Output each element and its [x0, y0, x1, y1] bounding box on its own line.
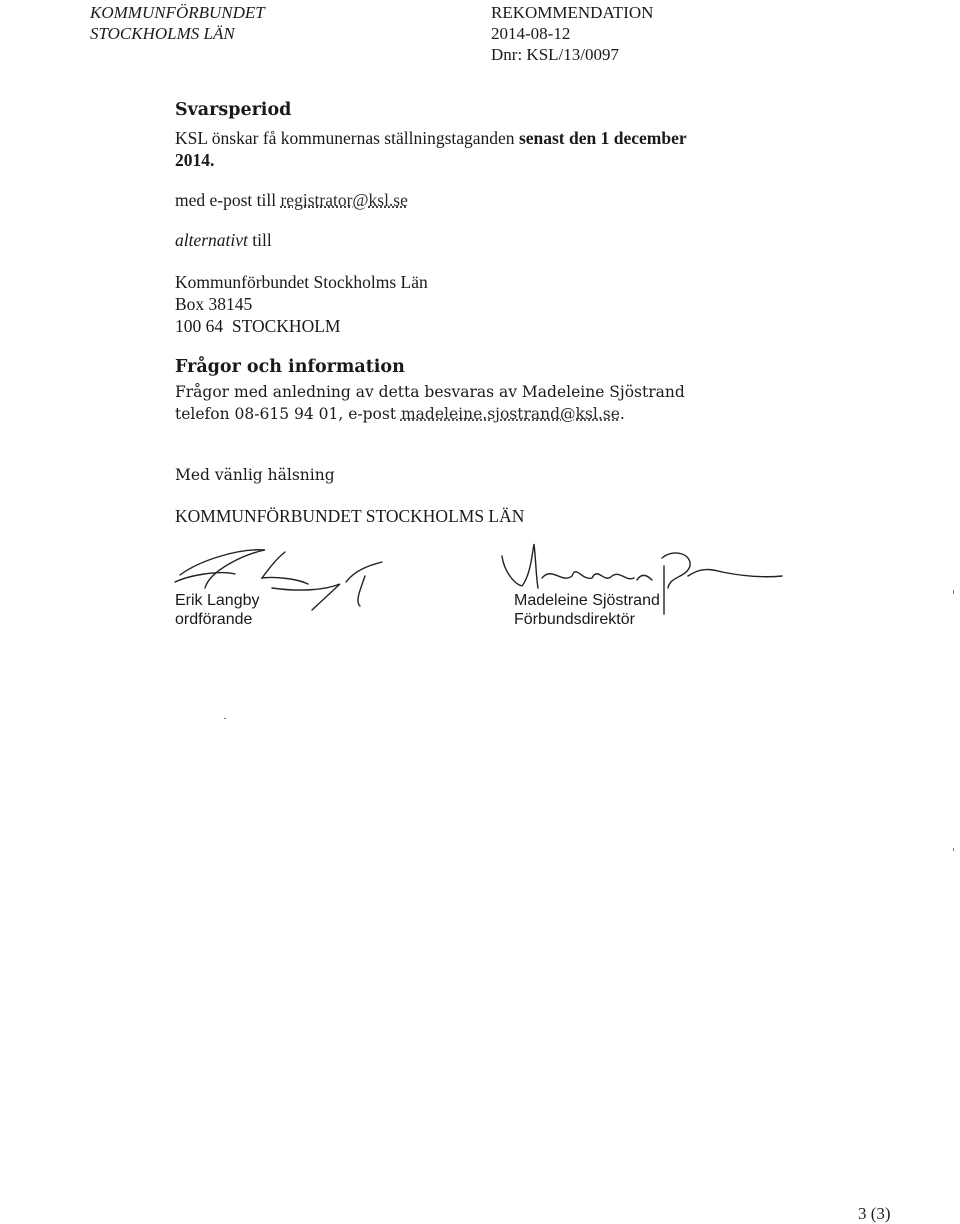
scan-speck [953, 590, 954, 594]
closing-org: KOMMUNFÖRBUNDET STOCKHOLMS LÄN [175, 506, 525, 526]
header-doc-type: REKOMMENDATION [491, 3, 654, 22]
questions-heading: Frågor och information [175, 357, 405, 377]
address-name: Kommunförbundet Stockholms Län [175, 272, 428, 292]
scan-speck [953, 848, 954, 851]
scan-speck [224, 718, 226, 719]
signatory-1-name: Erik Langby [175, 592, 260, 609]
response-period-year-text: 2014. [175, 150, 215, 170]
closing-greeting: Med vänlig hälsning [175, 466, 335, 484]
contact-email-link[interactable]: madeleine.sjostrand@ksl.se [400, 405, 620, 423]
signatory-2-name: Madeleine Sjöstrand [514, 592, 660, 609]
response-email-line [175, 189, 408, 211]
signatory-2-title: Förbundsdirektör [514, 611, 635, 628]
questions-line2-suffix: . [619, 405, 625, 423]
questions-line2 [175, 403, 625, 425]
alternative-line [175, 229, 272, 251]
header-org-line1: KOMMUNFÖRBUNDET [90, 3, 265, 22]
response-period-deadline: senast den 1 december [518, 128, 687, 148]
response-period-year [175, 149, 214, 171]
address-box: Box 38145 [175, 294, 253, 314]
page-number: 3 (3) [858, 1204, 891, 1223]
header-dnr: Dnr: KSL/13/0097 [491, 45, 619, 64]
signatory-1-title: ordförande [175, 611, 253, 628]
registrator-email-link[interactable]: registrator@ksl.se [280, 190, 408, 210]
alternative-italic: alternativt [175, 230, 248, 250]
questions-line2-prefix: telefon 08-615 94 01, e-post [175, 405, 401, 423]
alternative-rest: till [247, 230, 272, 250]
response-email-prefix: med e-post till [175, 190, 281, 210]
header-date: 2014-08-12 [491, 24, 571, 43]
response-period-text-start: KSL önskar få kommunernas ställningstaganden [175, 128, 519, 148]
address-city: 100 64 STOCKHOLM [175, 316, 341, 336]
response-period-text [175, 127, 687, 149]
questions-line1: Frågor med anledning av detta besvaras av Madeleine Sjöstrand [175, 383, 685, 401]
header-org-line2: STOCKHOLMS LÄN [90, 24, 235, 43]
response-period-heading: Svarsperiod [175, 100, 292, 120]
